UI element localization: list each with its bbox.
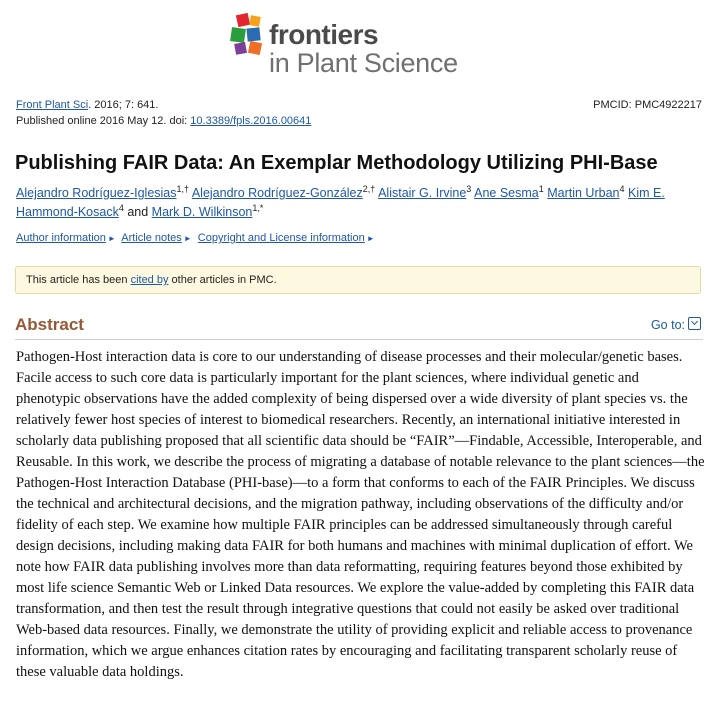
article-info-links xyxy=(16,232,378,244)
abstract-text: Pathogen-Host interaction data is core to our understanding of disease processes and their molecular/genetic bases. Facile access to such core data is particularly important for the plant sciences, where individual genetic and phenotypic observations have the added complexity of being dispersed over a wide diversity of plant species vs. the relatively fewer host species of interest to biomedical researchers. Recently, an international initiative interested in scholarly data publishing proposed that all scientific data should be “FAIR”—Findable, Accessible, Interoperable, and Reusable. In this work, we describe the process of migrating a database of notable relevance to the plant sciences—the Pathogen-Host Interaction Database (PHI-base)—to a form that conforms to each of the FAIR Principles. We discuss the technical and architectural decisions, and the migration pathway, including observations of the difficulty and/or fidelity of each step. We examine how multiple FAIR principles can be addressed simultaneously through careful design decisions, including making data FAIR for both humans and machines with minimal duplication of effort. We note how FAIR data publishing involves more than data reformatting, requiring features beyond those exhibited by most life science Semantic Web or Linked Data resources. We explore the value-added by completing this FAIR data transformation, and then test the result through integrative questions that could not easily be asked over traditional Web-based data resources. Finally, we demonstrate the utility of providing explicit and reliable access to provenance information, which we argue enhances citation rates by encouraging and facilitating transparent scholarly reuse of these valuable data holdings. xyxy=(16,349,705,680)
author-affiliation[interactable]: 4 xyxy=(118,202,124,213)
citation-meta xyxy=(16,97,702,129)
notice-text-after: other articles in PMC. xyxy=(168,274,277,286)
author-link[interactable]: Alistair G. Irvine xyxy=(378,186,467,200)
journal-link[interactable]: Front Plant Sci xyxy=(16,99,89,111)
doi-link[interactable]: 10.3389/fpls.2016.00641 xyxy=(190,115,312,127)
author-affiliation[interactable]: 1,† xyxy=(176,183,190,194)
article-notes-link[interactable]: Article notes xyxy=(121,232,182,244)
cited-by-link[interactable]: cited by xyxy=(130,274,169,286)
author-list xyxy=(16,184,706,222)
journal-logo[interactable] xyxy=(229,8,469,78)
citation-details: . 2016; 7: 641. xyxy=(88,99,159,111)
author-link[interactable]: Ane Sesma xyxy=(474,186,539,200)
logo-subtitle: in Plant Science xyxy=(269,48,458,78)
author-affiliation[interactable]: 1,* xyxy=(252,202,264,213)
pmcid: PMCID: PMC4922217 xyxy=(593,99,702,111)
cited-by-notice xyxy=(15,266,701,294)
copyright-license-link[interactable]: Copyright and License information xyxy=(197,232,365,244)
logo-title: frontiers xyxy=(269,19,379,50)
goto-menu[interactable] xyxy=(651,317,701,332)
frontiers-logo-icon xyxy=(229,12,269,56)
author-information-link[interactable]: Author information xyxy=(16,232,106,244)
published-text: Published online 2016 May 12. doi: xyxy=(16,115,191,127)
published-line xyxy=(16,113,702,129)
author-link[interactable]: Alejandro Rodríguez-Iglesias xyxy=(16,186,177,200)
author-link[interactable]: Mark D. Wilkinson xyxy=(151,205,253,219)
notice-text-before: This article has been xyxy=(26,274,131,286)
abstract-heading: Abstract xyxy=(15,315,84,334)
author-affiliation[interactable]: 1 xyxy=(538,183,544,194)
author-link[interactable]: Kim E. Hammond-Kosack xyxy=(16,186,665,219)
author-affiliation[interactable]: 4 xyxy=(619,183,625,194)
triangle-right-icon: ► xyxy=(107,234,116,243)
abstract-header xyxy=(15,313,703,340)
triangle-right-icon: ► xyxy=(183,234,192,243)
author-affiliation[interactable]: 3 xyxy=(466,183,472,194)
article-title: Publishing FAIR Data: An Exemplar Methodology Utilizing PHI-Base xyxy=(15,152,658,174)
author-link[interactable]: Martin Urban xyxy=(547,186,620,200)
author-separator: and xyxy=(123,205,152,219)
author-link[interactable]: Alejandro Rodríguez-González xyxy=(191,186,363,200)
chevron-down-icon[interactable] xyxy=(688,317,701,330)
triangle-right-icon: ► xyxy=(366,234,375,243)
goto-label: Go to: xyxy=(650,318,685,332)
author-affiliation[interactable]: 2,† xyxy=(362,183,376,194)
